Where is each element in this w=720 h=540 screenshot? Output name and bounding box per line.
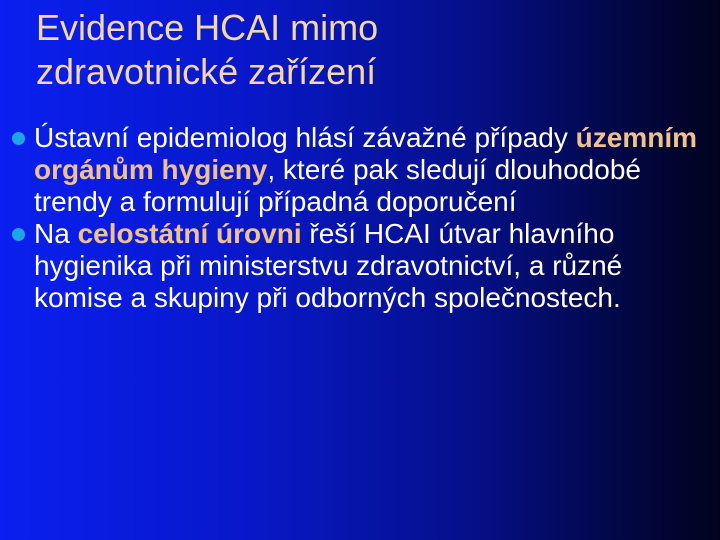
bullet-1-text-cont: , které pak sledují dlouhodobé trendy a formulují případná doporučení (34, 154, 641, 217)
bullet-1-text: Ústavní epidemiolog hlásí závažné případy (34, 122, 576, 153)
bullet-2-text-cont: řeší HCAI útvar hlavního hygienika při ministerstvu zdravotnictví, a různé komise a skupiny při odborných společnostech. (34, 218, 623, 313)
bullet-2-text: Na (34, 218, 78, 249)
slide-title-line1: Evidence HCAI mimo (36, 7, 379, 48)
bullet-dot-icon (12, 132, 25, 145)
bullet-dot-icon (12, 228, 25, 241)
bullet-1-highlight: územním orgánům hygieny (34, 122, 697, 185)
bullet-item-2 (10, 218, 700, 314)
bullet-2-highlight: celostátní úrovni (77, 218, 302, 249)
bullet-list (10, 122, 700, 314)
slide-title (36, 6, 696, 94)
slide-title-line2: zdravotnické zařízení (36, 51, 377, 92)
bullet-item-1 (10, 122, 700, 218)
